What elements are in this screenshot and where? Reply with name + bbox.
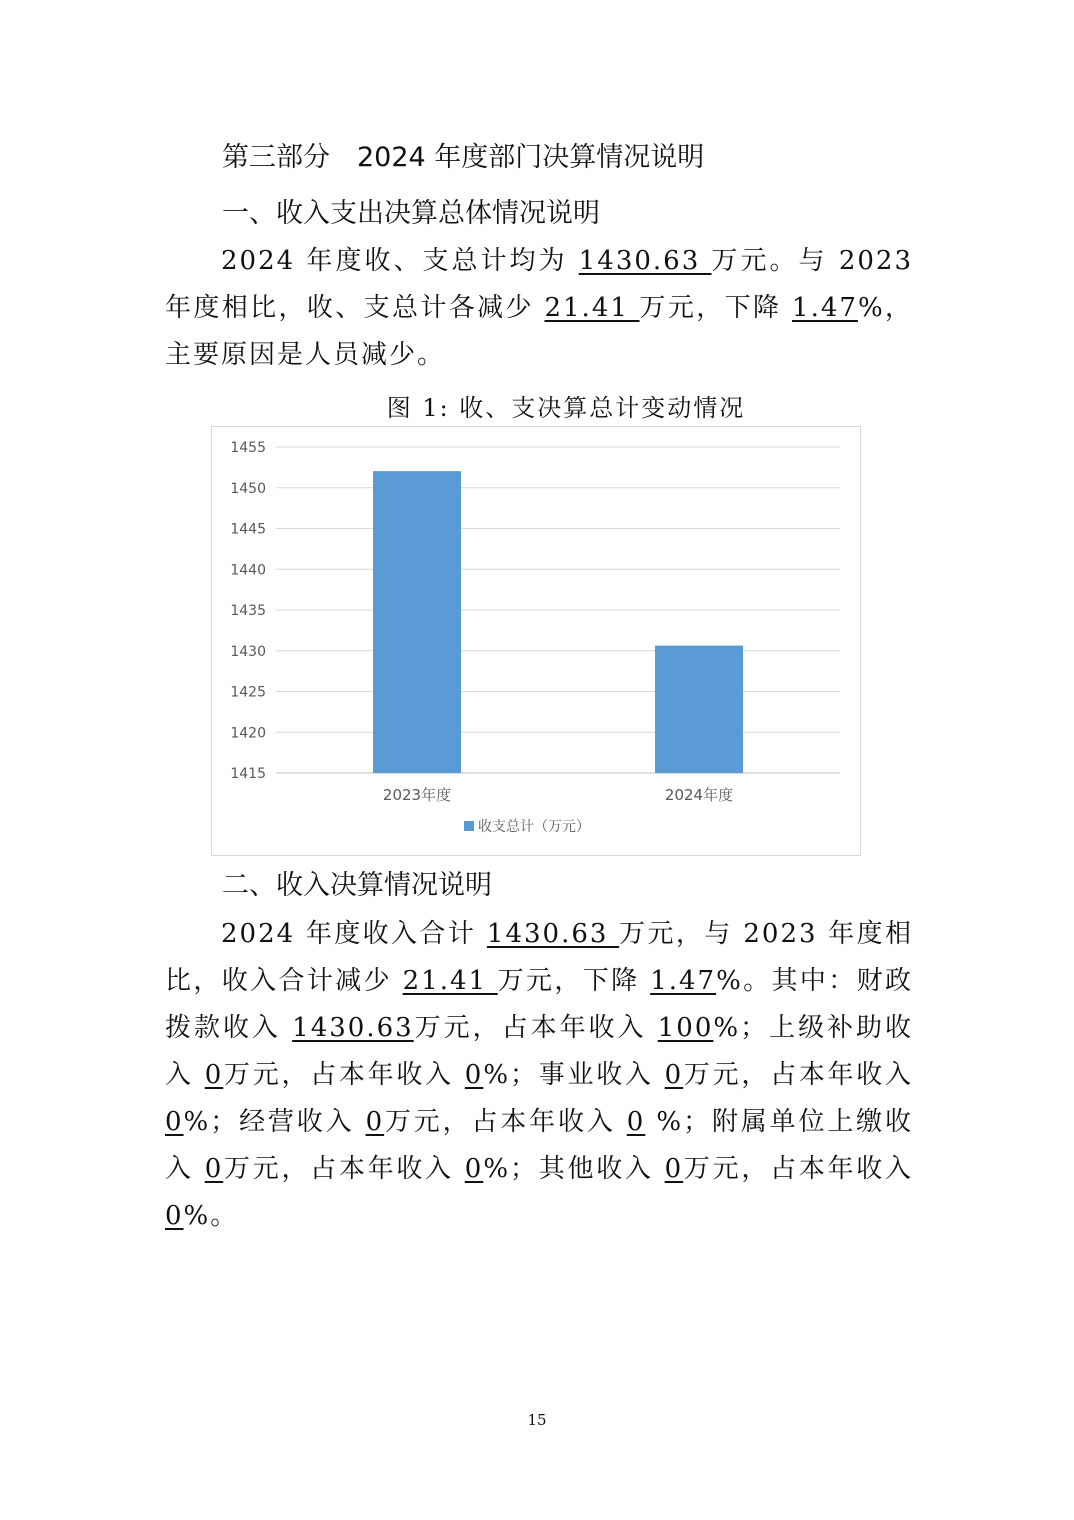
text-run: 万元，占本年收入 <box>683 1154 913 1184</box>
income-decrease-value: 21.41 <box>402 966 498 996</box>
y-tick-label: 1420 <box>230 725 266 742</box>
x-category-label: 2023年度 <box>382 786 452 804</box>
text-run: 万元，占本年收入 <box>384 1107 627 1137</box>
text-run: %，主要原因是人员减少。 <box>165 293 914 370</box>
text-run: 万元，与 2023 年度相比，收入合计减少 <box>165 919 913 996</box>
part-heading: 第三部分 2024 年度部门决算情况说明 <box>222 142 705 173</box>
text-run: 2024 年度收、支总计均为 <box>221 246 579 276</box>
text-run: %。其中：财政拨款收入 <box>165 966 914 1043</box>
business-income-share: 0 <box>165 1107 184 1137</box>
other-income-value: 0 <box>664 1154 684 1184</box>
fiscal-appropriation-share: 100 <box>657 1013 714 1043</box>
income-decrease-percent: 1.47 <box>650 966 717 996</box>
text-run: 万元，下降 <box>497 966 651 996</box>
text-run: %。 <box>183 1201 239 1231</box>
text-run: 万元，占本年收入 <box>223 1154 465 1184</box>
section-heading-income: 二、收入决算情况说明 <box>222 870 492 901</box>
text-run: 万元。与 2023 年度相比，收、支总计各减少 <box>165 246 914 323</box>
superior-subsidy-value: 0 <box>204 1060 224 1090</box>
legend-label: 收支总计（万元） <box>478 819 590 835</box>
bar-1 <box>373 471 461 773</box>
chart-canvas <box>212 427 860 855</box>
fiscal-appropriation-value: 1430.63 <box>292 1013 414 1043</box>
section-heading-overview: 一、收入支出决算总体情况说明 <box>222 198 600 229</box>
text-run: %；其他收入 <box>483 1154 665 1184</box>
affiliated-unit-income-value: 0 <box>204 1154 224 1184</box>
figure-caption: 图 1: 收、支决算总计变动情况 <box>386 394 746 422</box>
income-total-value: 1430.63 <box>486 919 620 949</box>
text-run: %；上级补助收入 <box>165 1013 914 1090</box>
x-category-label: 2024年度 <box>664 786 734 804</box>
text-run: 万元，下降 <box>639 293 793 323</box>
y-tick-label: 1455 <box>230 440 266 456</box>
page-number: 15 <box>527 1411 547 1429</box>
y-tick-label: 1445 <box>230 521 266 538</box>
text-run: 万元，占本年收入 <box>223 1060 465 1090</box>
text-run: 万元，占本年收入 <box>683 1060 913 1090</box>
business-income-value: 0 <box>664 1060 684 1090</box>
text-run: %；附属单位上缴收入 <box>165 1107 913 1184</box>
text-run: 2024 年度收入合计 <box>221 919 487 949</box>
affiliated-unit-income-share: 0 <box>464 1154 484 1184</box>
decrease-amount-value: 21.41 <box>544 293 640 323</box>
operating-income-share: 0 <box>626 1107 646 1137</box>
bar-2 <box>655 646 743 773</box>
y-tick-label: 1450 <box>230 480 266 497</box>
decrease-percent-value: 1.47 <box>792 293 858 323</box>
income-paragraph <box>165 911 913 1240</box>
text-run: 万元，占本年收入 <box>413 1013 658 1043</box>
other-income-share: 0 <box>165 1201 184 1231</box>
total-amount-value: 1430.63 <box>578 246 712 276</box>
operating-income-value: 0 <box>365 1107 385 1137</box>
y-tick-label: 1435 <box>230 603 266 619</box>
y-tick-label: 1430 <box>230 643 266 660</box>
y-tick-label: 1425 <box>230 684 266 701</box>
text-run: %；经营收入 <box>183 1107 366 1137</box>
y-tick-label: 1440 <box>230 562 266 579</box>
superior-subsidy-share: 0 <box>464 1060 484 1090</box>
overview-paragraph <box>165 238 913 379</box>
text-run: %；事业收入 <box>483 1060 665 1090</box>
bar-chart <box>211 426 861 856</box>
legend-swatch <box>464 821 474 831</box>
y-tick-label: 1415 <box>230 766 266 782</box>
